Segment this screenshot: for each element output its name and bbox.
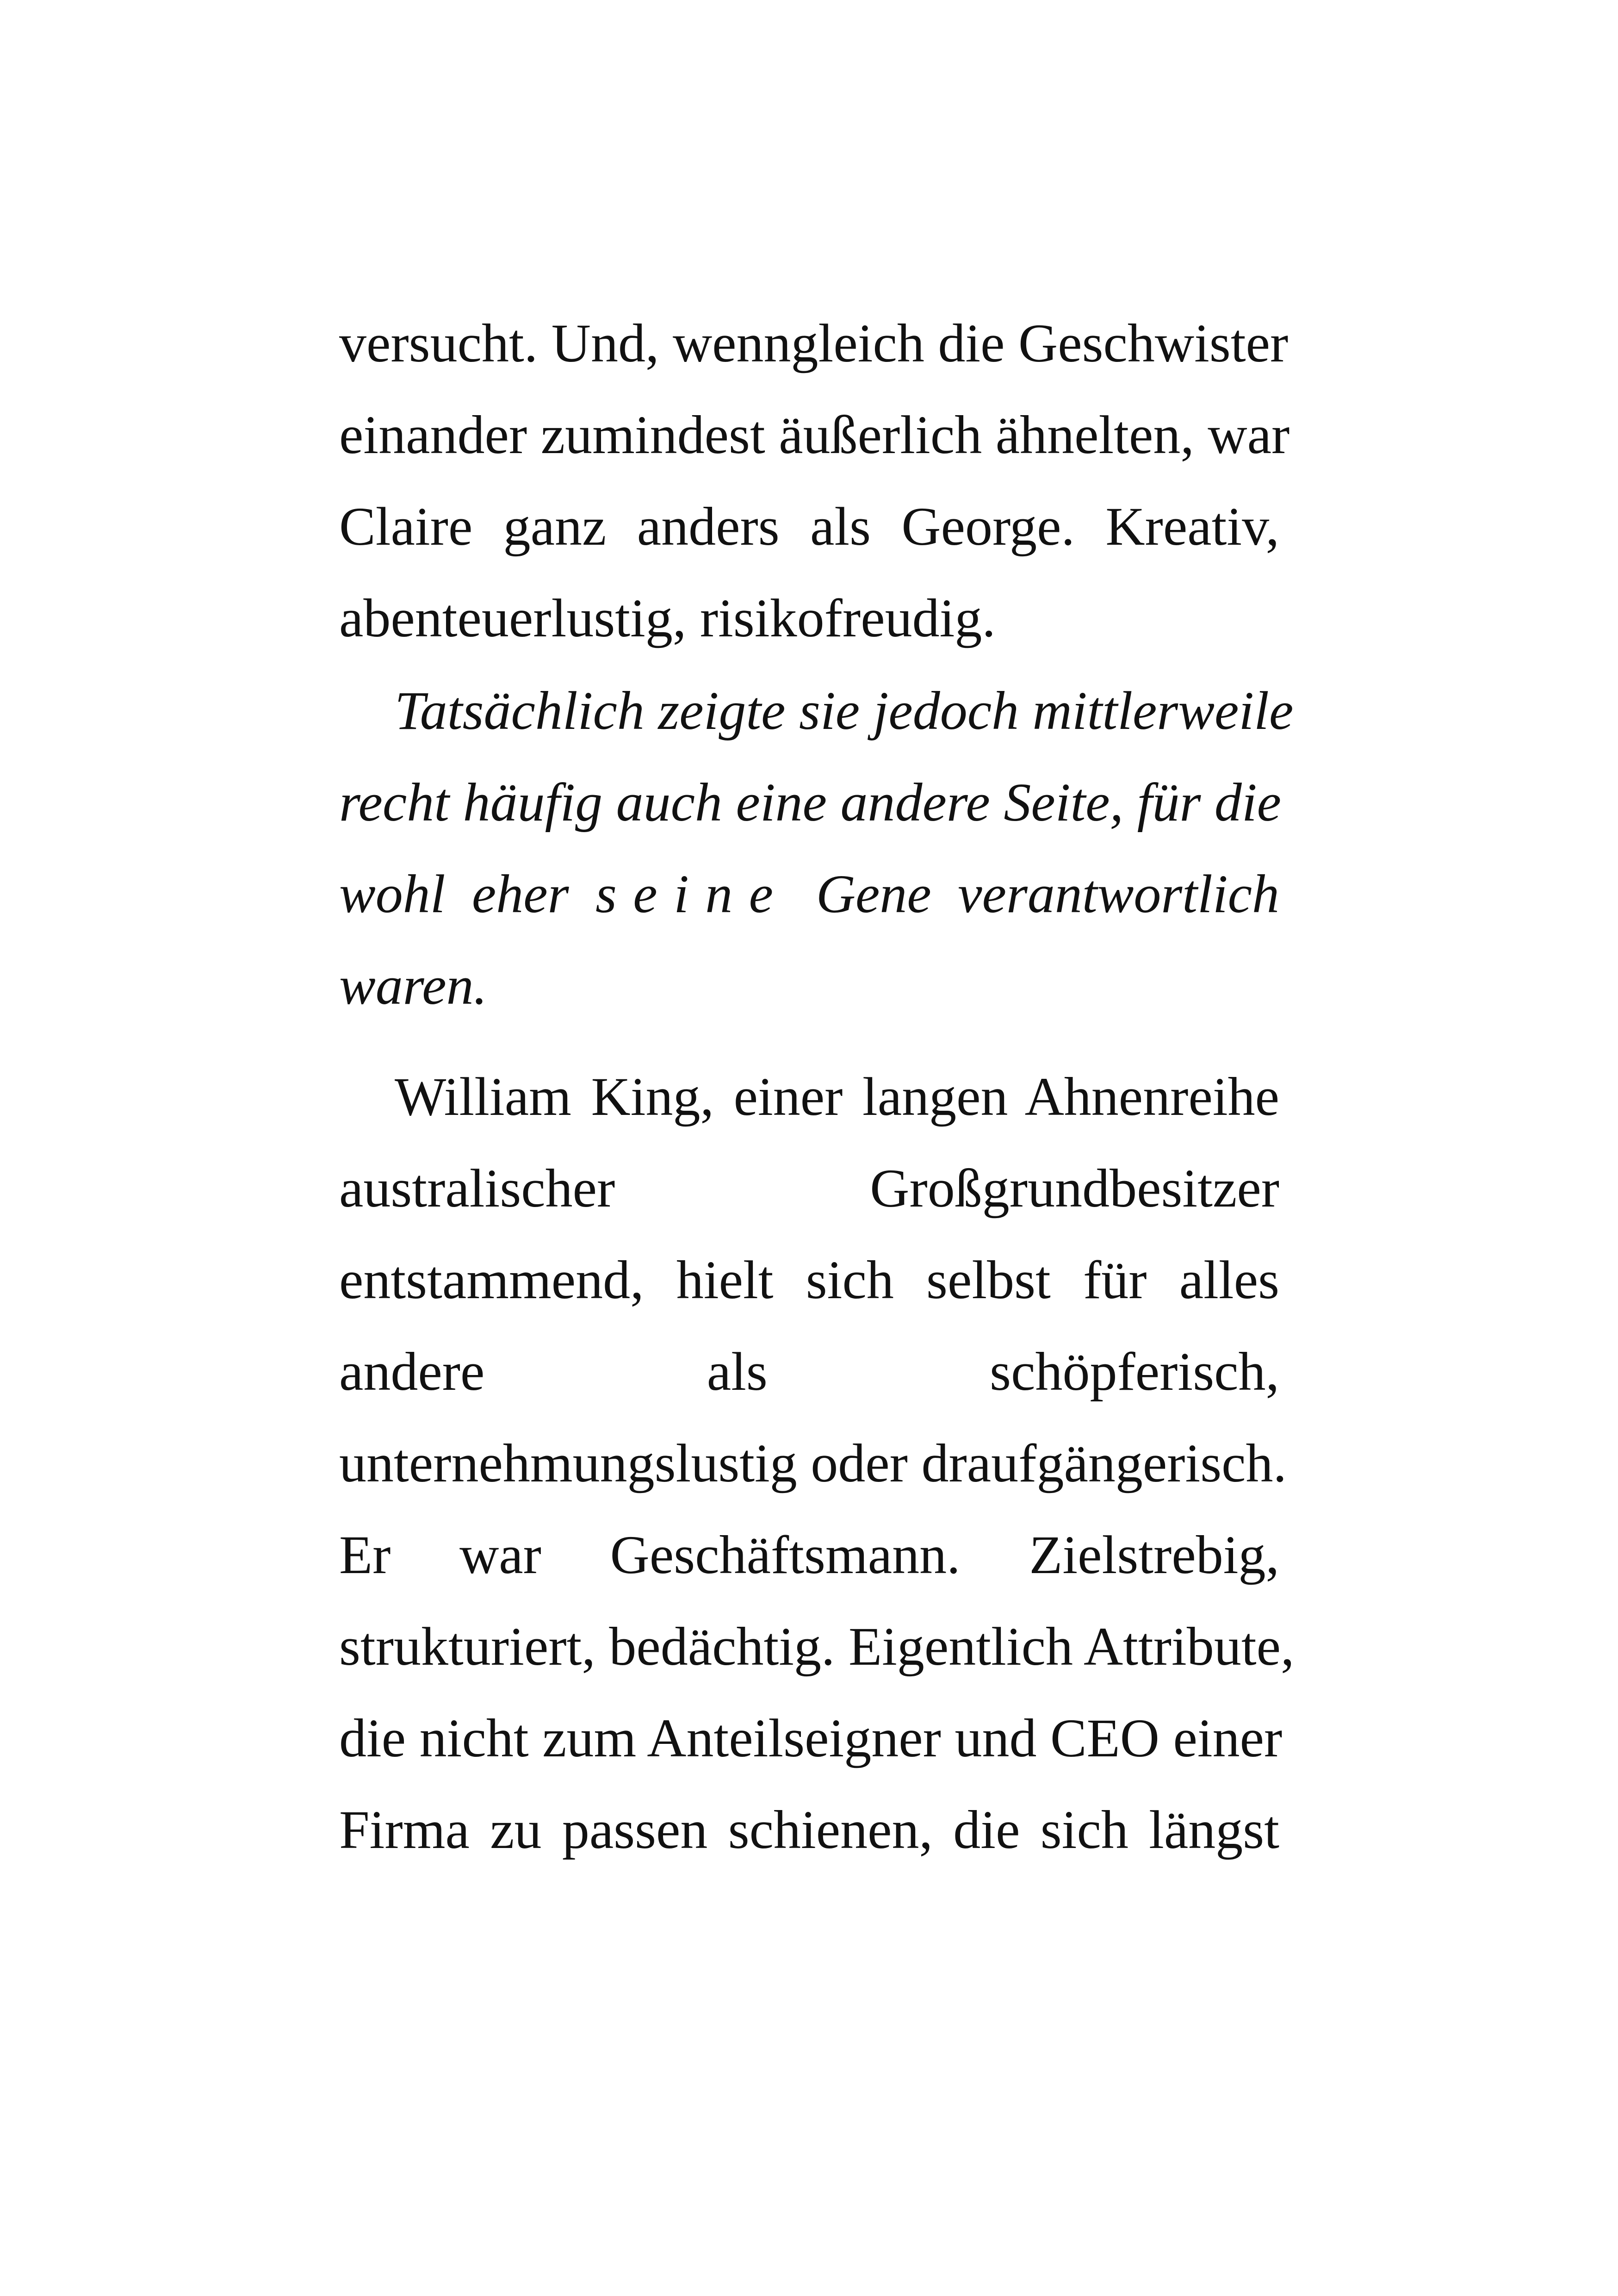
paragraph-3-line-1: William King, einer langen Ahnenreihe <box>395 1066 1279 1127</box>
paragraph-1-line-1: versucht. Und, wenngleich die Geschwister <box>339 313 1289 373</box>
paragraph-2-line-3-before: wohl eher <box>339 864 569 924</box>
paragraph-3-line-7: strukturiert, bedächtig. Eigentlich Attribute, <box>339 1616 1295 1677</box>
paragraph-3-line-5: unternehmungslustig oder draufgängerisch. <box>339 1433 1287 1493</box>
paragraph-2-line-3-after: Gene verantwortlich <box>816 864 1279 924</box>
paragraph-2-line-2: recht häufig auch eine andere Seite, für die <box>339 772 1282 833</box>
paragraph-3-line-6: Er war Geschäftsmann. Zielstrebig, <box>339 1524 1279 1585</box>
paragraph-2-line-4: waren. <box>339 955 488 1016</box>
paragraph-3-line-9: Firma zu passen schienen, die sich längst <box>339 1799 1279 1860</box>
paragraph-2-line-1: Tatsächlich zeigte sie jedoch mittlerweile <box>395 680 1294 741</box>
paragraph-3-line-2: australischer Großgrundbesitzer <box>339 1158 1279 1219</box>
paragraph-3-line-8: die nicht zum Anteilseigner und CEO einer <box>339 1708 1283 1768</box>
paragraph-3-line-3: entstammend, hielt sich selbst für alles <box>339 1250 1279 1310</box>
emphasized-word: seine <box>595 864 790 924</box>
paragraph-1-line-3: Claire ganz anders als George. Kreativ, <box>339 496 1279 557</box>
paragraph-1-line-2: einander zumindest äußerlich ähnelten, war <box>339 404 1290 465</box>
paragraph-1-line-4: abenteuerlustig, risikofreudig. <box>339 588 996 648</box>
paragraph-3-line-4: andere als schöpferisch, <box>339 1341 1279 1402</box>
paragraph-2-line-3 <box>339 862 1279 927</box>
